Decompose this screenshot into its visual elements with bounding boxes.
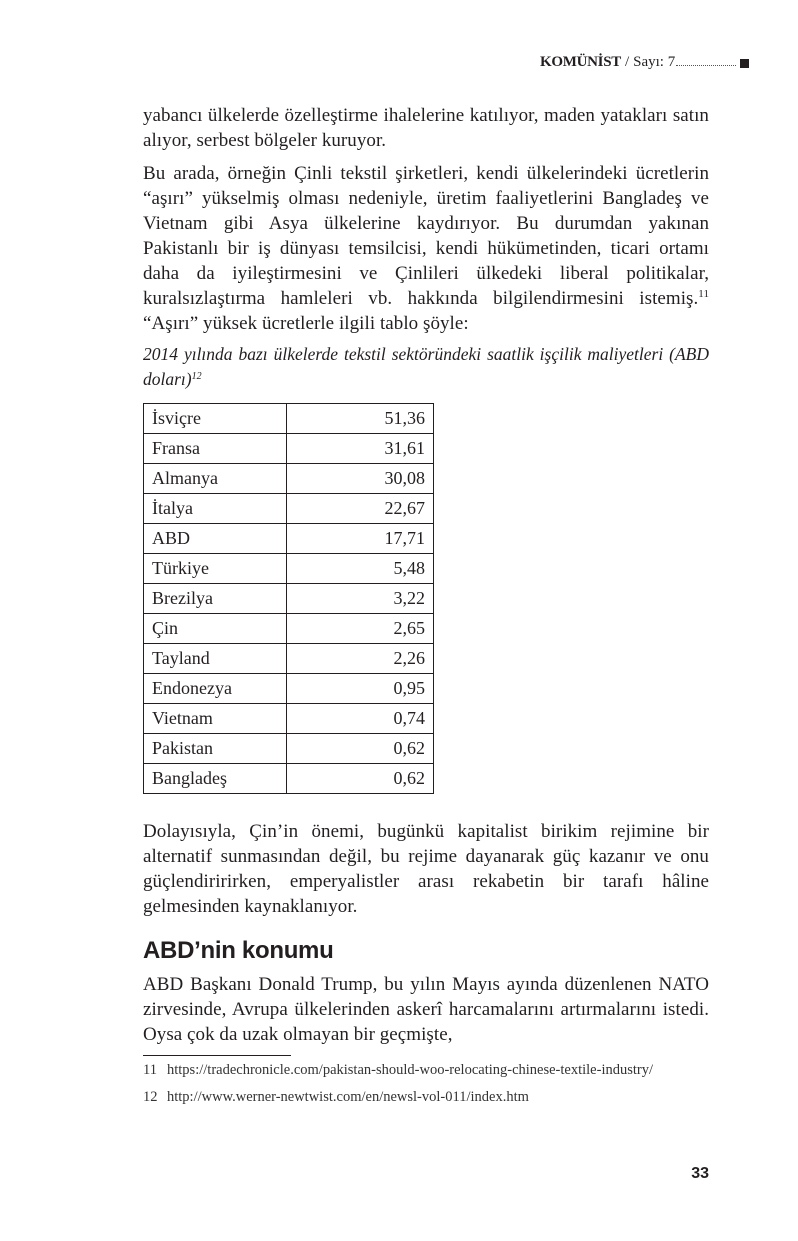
wage-value-cell: 0,74 <box>287 704 434 734</box>
issue-number: Sayı: 7 <box>633 53 676 70</box>
footnote-rule <box>143 1055 291 1056</box>
country-cell: İtalya <box>144 494 287 524</box>
wage-value-cell: 3,22 <box>287 584 434 614</box>
country-cell: Fransa <box>144 434 287 464</box>
magazine-title: KOMÜNİST <box>540 53 621 70</box>
table-row <box>144 434 434 464</box>
body-text-bottom <box>143 972 709 1047</box>
table-caption <box>143 342 709 392</box>
section-heading: ABD’nin konumu <box>143 937 334 964</box>
table-caption-text: 2014 yılında bazı ülkelerde tekstil sektöründeki saatlik işçilik maliyetleri (ABD doları) <box>143 344 709 389</box>
footnote-number: 11 <box>143 1062 157 1078</box>
wage-value-cell: 0,62 <box>287 734 434 764</box>
footnote-link[interactable]: https://tradechronicle.com/pakistan-should-woo-relocating-chinese-textile-industry/ <box>167 1062 654 1078</box>
footnote-ref-11[interactable]: 11 <box>698 288 709 300</box>
country-cell: İsviçre <box>144 404 287 434</box>
table-row <box>144 734 434 764</box>
table-row <box>144 674 434 704</box>
wage-table <box>143 403 434 794</box>
wage-value-cell: 2,65 <box>287 614 434 644</box>
country-cell: Brezilya <box>144 584 287 614</box>
country-cell: Pakistan <box>144 734 287 764</box>
table-row <box>144 704 434 734</box>
footnotes <box>143 1060 709 1114</box>
country-cell: Almanya <box>144 464 287 494</box>
footnote-number: 12 <box>143 1089 158 1105</box>
footnote-12 <box>143 1087 709 1107</box>
footnote-link[interactable]: http://www.werner-newtwist.com/en/newsl-vol-011/index.htm <box>167 1089 529 1105</box>
footnote-ref-12[interactable]: 12 <box>191 371 202 382</box>
wage-value-cell: 5,48 <box>287 554 434 584</box>
wage-value-cell: 0,95 <box>287 674 434 704</box>
country-cell: Bangladeş <box>144 764 287 794</box>
country-cell: Endonezya <box>144 674 287 704</box>
paragraph-4: ABD Başkanı Donald Trump, bu yılın Mayıs ayında düzenlenen NATO zirvesinde, Avrupa ülkelerinden askerî harcamalarını artırmalarını istedi. Oysa çok da uzak olmayan bir geçmişte, <box>143 974 709 1045</box>
running-head-separator: / <box>624 53 630 70</box>
country-cell: Çin <box>144 614 287 644</box>
running-head <box>540 50 770 74</box>
paragraph-2 <box>143 161 709 336</box>
page-number: 33 <box>691 1165 709 1182</box>
paragraph-3: Dolayısıyla, Çin’in önemi, bugünkü kapitalist birikim rejimine bir alternatif sunmasından değil, bu rejime dayanarak güç kazanır ve onu güçlendiririrken, emperyalistler arası rekabetin bir tarafı hâline gelmesinden kaynaklanıyor. <box>143 821 709 917</box>
table-row <box>144 614 434 644</box>
country-cell: ABD <box>144 524 287 554</box>
table-row <box>144 404 434 434</box>
wage-value-cell: 30,08 <box>287 464 434 494</box>
wage-value-cell: 0,62 <box>287 764 434 794</box>
wage-value-cell: 2,26 <box>287 644 434 674</box>
wage-value-cell: 31,61 <box>287 434 434 464</box>
square-bullet-icon <box>740 59 749 68</box>
table-row <box>144 494 434 524</box>
wage-value-cell: 51,36 <box>287 404 434 434</box>
table-row <box>144 524 434 554</box>
table-row <box>144 554 434 584</box>
footnote-11 <box>143 1060 709 1080</box>
table-row <box>144 644 434 674</box>
country-cell: Türkiye <box>144 554 287 584</box>
body-text-middle <box>143 819 709 919</box>
body-text-top <box>143 103 709 392</box>
country-cell: Tayland <box>144 644 287 674</box>
wage-value-cell: 17,71 <box>287 524 434 554</box>
country-cell: Vietnam <box>144 704 287 734</box>
table-row <box>144 464 434 494</box>
wage-value-cell: 22,67 <box>287 494 434 524</box>
paragraph-2-tail: “Aşırı” yüksek ücretlerle ilgili tablo şöyle: <box>143 313 469 334</box>
dotted-leader <box>676 64 736 66</box>
table-row <box>144 764 434 794</box>
paragraph-2-text: Bu arada, örneğin Çinli tekstil şirketleri, kendi ülkelerindeki ücretlerin “aşırı” yükselmiş olması nedeniyle, üretim faaliyetlerini Bangladeş ve Vietnam gibi Asya ülkelerine kaydırıyor. Bu durumdan yakınan Pakistanlı bir iş dünyası temsilcisi, kendi hükümetinden, ticari ortamı daha da iyileştirmesini ve Çinlileri ülkedeki liberal politikalar, kuralsızlaştırma hamleleri vb. hakkında bilgilendirmesini istemiş. <box>143 163 709 309</box>
table-row <box>144 584 434 614</box>
paragraph-1: yabancı ülkelerde özelleştirme ihalelerine katılıyor, maden yatakları satın alıyor, serbest bölgeler kuruyor. <box>143 105 709 151</box>
